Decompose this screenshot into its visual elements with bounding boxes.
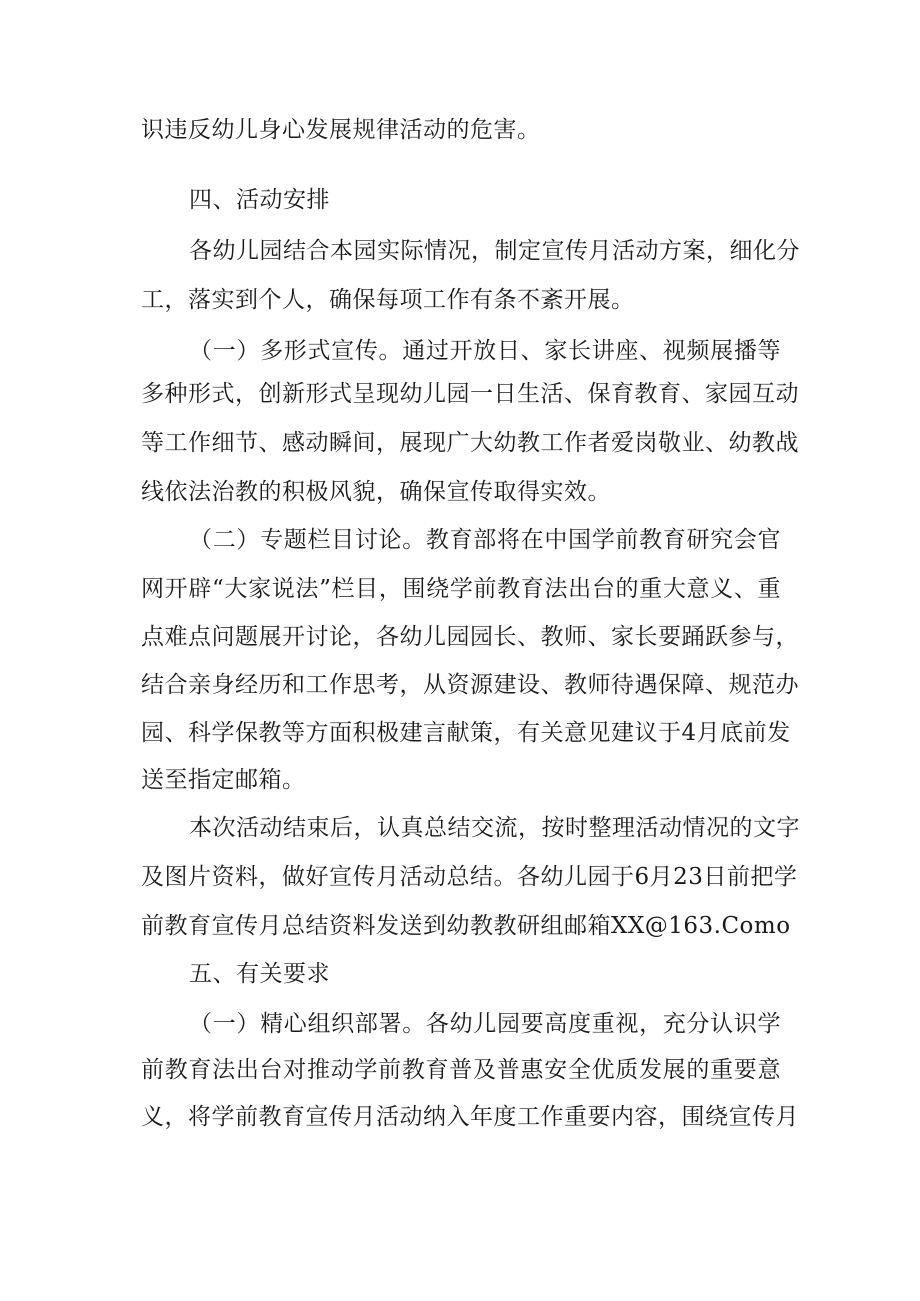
text-line: 线依法治教的积极风貌，确保宣传取得实效。 [141, 479, 611, 505]
subsection-heading-2: （二）专题栏目讨论。教育部将在中国学前教育研究会官 [189, 527, 781, 553]
text-line: 前教育宣传月总结资料发送到幼教教研组邮箱XX@163.Como [141, 913, 791, 939]
section-heading-4: 四、活动安排 [189, 187, 330, 213]
subsection-heading-1: （一）精心组织部署。各幼儿园要高度重视，充分认识学 [189, 1011, 781, 1037]
text-line: 义，将学前教育宣传月活动纳入年度工作重要内容，围绕宣传月 [141, 1104, 799, 1130]
text-line: 结合亲身经历和工作思考，从资源建设、教师待遇保障、规范办 [141, 672, 799, 698]
text-line: 送至指定邮箱。 [141, 767, 306, 793]
text-line: 工，落实到个人，确保每项工作有条不紊开展。 [141, 287, 635, 313]
text-line: 等工作细节、感动瞬间，展现广大幼教工作者爱岗敬业、幼教战 [141, 430, 799, 456]
text-line: 园、科学保教等方面积极建言献策，有关意见建议于4月底前发 [141, 720, 791, 746]
text-line: 前教育法出台对推动学前教育普及普惠安全优质发展的重要意 [141, 1057, 781, 1083]
text-line: 识违反幼儿身心发展规律活动的危害。 [141, 117, 541, 143]
text-line: 点难点问题展开讨论，各幼儿园园长、教师、家长要踊跃参与， [141, 624, 799, 650]
text-line: 网开辟“大家说法”栏目，围绕学前教育法出台的重大意义、重 [141, 576, 781, 602]
subsection-heading-1: （一）多形式宣传。通过开放日、家长讲座、视频展播等 [189, 338, 781, 364]
text-line: 各幼儿园结合本园实际情况，制定宣传月活动方案，细化分 [189, 238, 800, 264]
text-line: 多种形式，创新形式呈现幼儿园一日生活、保育教育、家园互动 [141, 381, 799, 407]
text-line: 本次活动结束后，认真总结交流，按时整理活动情况的文字 [189, 815, 800, 841]
section-heading-5: 五、有关要求 [189, 961, 330, 987]
text-line: 及图片资料，做好宣传月活动总结。各幼儿园于6月23日前把学 [141, 864, 798, 890]
